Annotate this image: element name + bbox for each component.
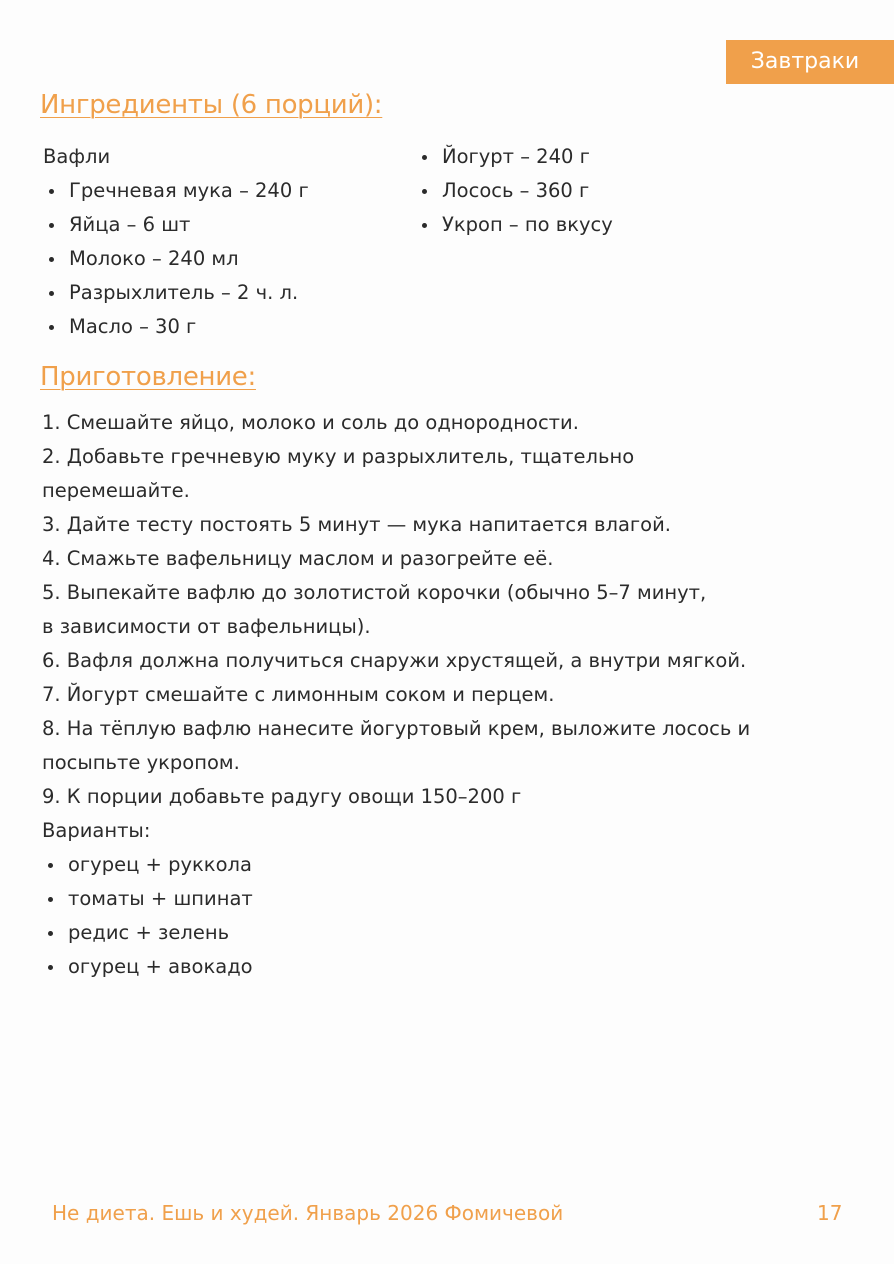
ingredient-item: Лосось – 360 г xyxy=(416,174,613,208)
step-line: посыпьте укропом. xyxy=(42,751,240,774)
step-line: в зависимости от вафельницы). xyxy=(42,615,371,638)
step-line: 7. Йогурт смешайте с лимонным соком и перцем. xyxy=(42,683,555,706)
ingredient-item: Масло – 30 г xyxy=(43,310,309,344)
step-line: 3. Дайте тесту постоять 5 минут — мука напитается влагой. xyxy=(42,513,671,536)
step-line: 5. Выпекайте вафлю до золотистой корочки (обычно 5–7 минут, xyxy=(42,581,707,604)
step-line: 1. Смешайте яйцо, молоко и соль до однородности. xyxy=(42,411,579,434)
ingredients-heading: Ингредиенты (6 порций): xyxy=(40,90,383,120)
ingredient-group-label: Вафли xyxy=(43,145,111,168)
variant-item: редис + зелень xyxy=(42,916,862,950)
step-line: 8. На тёплую вафлю нанесите йогуртовый крем, выложите лосось и xyxy=(42,717,751,740)
ingredient-item: Молоко – 240 мл xyxy=(43,242,309,276)
step-line: 6. Вафля должна получиться снаружи хрустящей, а внутри мягкой. xyxy=(42,649,747,672)
preparation-steps xyxy=(42,406,862,984)
section-badge: Завтраки xyxy=(726,40,894,84)
ingredients-left-column xyxy=(43,140,309,344)
page-number: 17 xyxy=(817,1201,843,1225)
ingredients-right-column xyxy=(416,140,613,242)
step-line: 9. К порции добавьте радугу овощи 150–200 г xyxy=(42,785,522,808)
variant-item: томаты + шпинат xyxy=(42,882,862,916)
ingredients-list-left xyxy=(43,174,309,344)
ingredients-list-right xyxy=(416,140,613,242)
variants-label: Варианты: xyxy=(42,819,151,842)
step-line: перемешайте. xyxy=(42,479,190,502)
variants-list xyxy=(42,848,862,984)
ingredient-item: Разрыхлитель – 2 ч. л. xyxy=(43,276,309,310)
variant-item: огурец + руккола xyxy=(42,848,862,882)
ingredient-item: Гречневая мука – 240 г xyxy=(43,174,309,208)
footer-title: Не диета. Ешь и худей. Январь 2026 Фомичевой xyxy=(52,1201,564,1225)
step-line: 4. Смажьте вафельницу маслом и разогрейте её. xyxy=(42,547,554,570)
step-line: 2. Добавьте гречневую муку и разрыхлитель, тщательно xyxy=(42,445,635,468)
ingredient-item: Йогурт – 240 г xyxy=(416,140,613,174)
preparation-heading: Приготовление: xyxy=(40,362,256,392)
ingredient-item: Яйца – 6 шт xyxy=(43,208,309,242)
ingredient-item: Укроп – по вкусу xyxy=(416,208,613,242)
variant-item: огурец + авокадо xyxy=(42,950,862,984)
